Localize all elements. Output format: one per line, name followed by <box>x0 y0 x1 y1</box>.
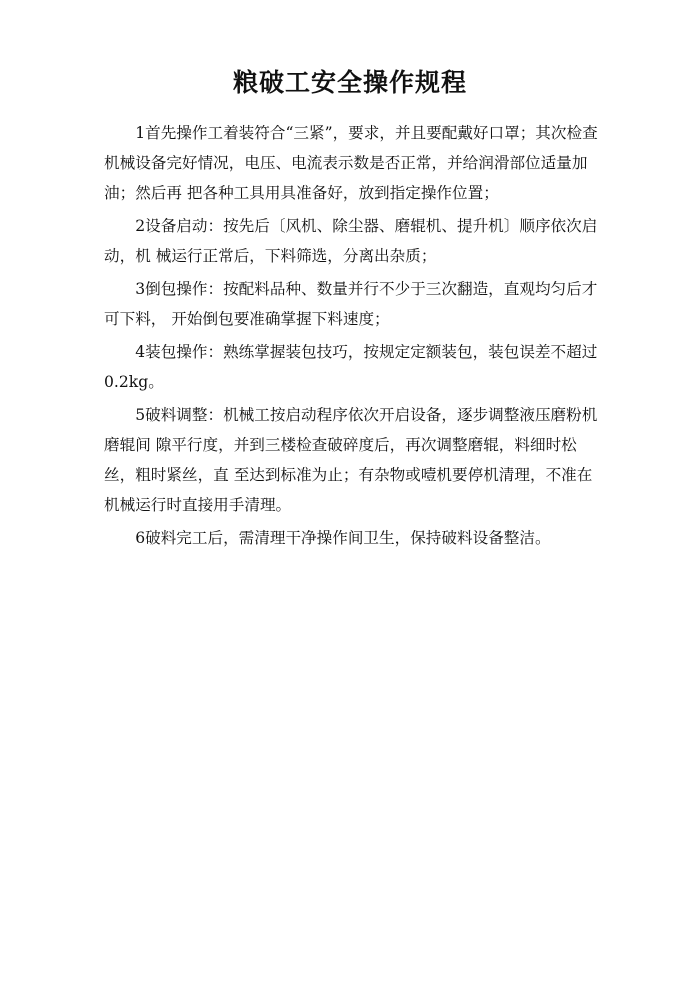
paragraph-5: 5破料调整：机械工按启动程序依次开启设备，逐步调整液压磨粉机磨辊间 隙平行度，并到三楼检查破碎度后，再次调整磨辊，料细时松丝，粗时紧丝，直 至达到标准为止；有杂物或噎机要停机清理，不准在机械运行时直接用手清理。 <box>104 406 598 514</box>
paragraph-3: 3倒包操作：按配料品种、数量并行不少于三次翻造，直观均匀后才可下料， 开始倒包要准确掌握下料速度； <box>104 280 598 328</box>
paragraph-6: 6破料完工后，需清理干净操作间卫生，保持破料设备整洁。 <box>135 529 551 547</box>
paragraph-1: 1首先操作工着装符合“三紧”，要求，并且要配戴好口罩；其次检查机械设备完好情况，电压、电流表示数是否正常，并给润滑部位适量加油；然后再 把各种工具用具准备好，放到指定操作位置； <box>104 124 598 202</box>
document-body <box>104 118 598 556</box>
paragraph-4: 4装包操作：熟练掌握装包技巧，按规定定额装包，装包误差不超过0.2kg。 <box>104 343 598 391</box>
paragraph-2: 2设备启动：按先后〔风机、除尘器、磨辊机、提升机〕顺序依次启动，机 械运行正常后，下料筛选，分离出杂质； <box>104 217 598 265</box>
page-title: 粮破工安全操作规程 <box>232 68 467 97</box>
